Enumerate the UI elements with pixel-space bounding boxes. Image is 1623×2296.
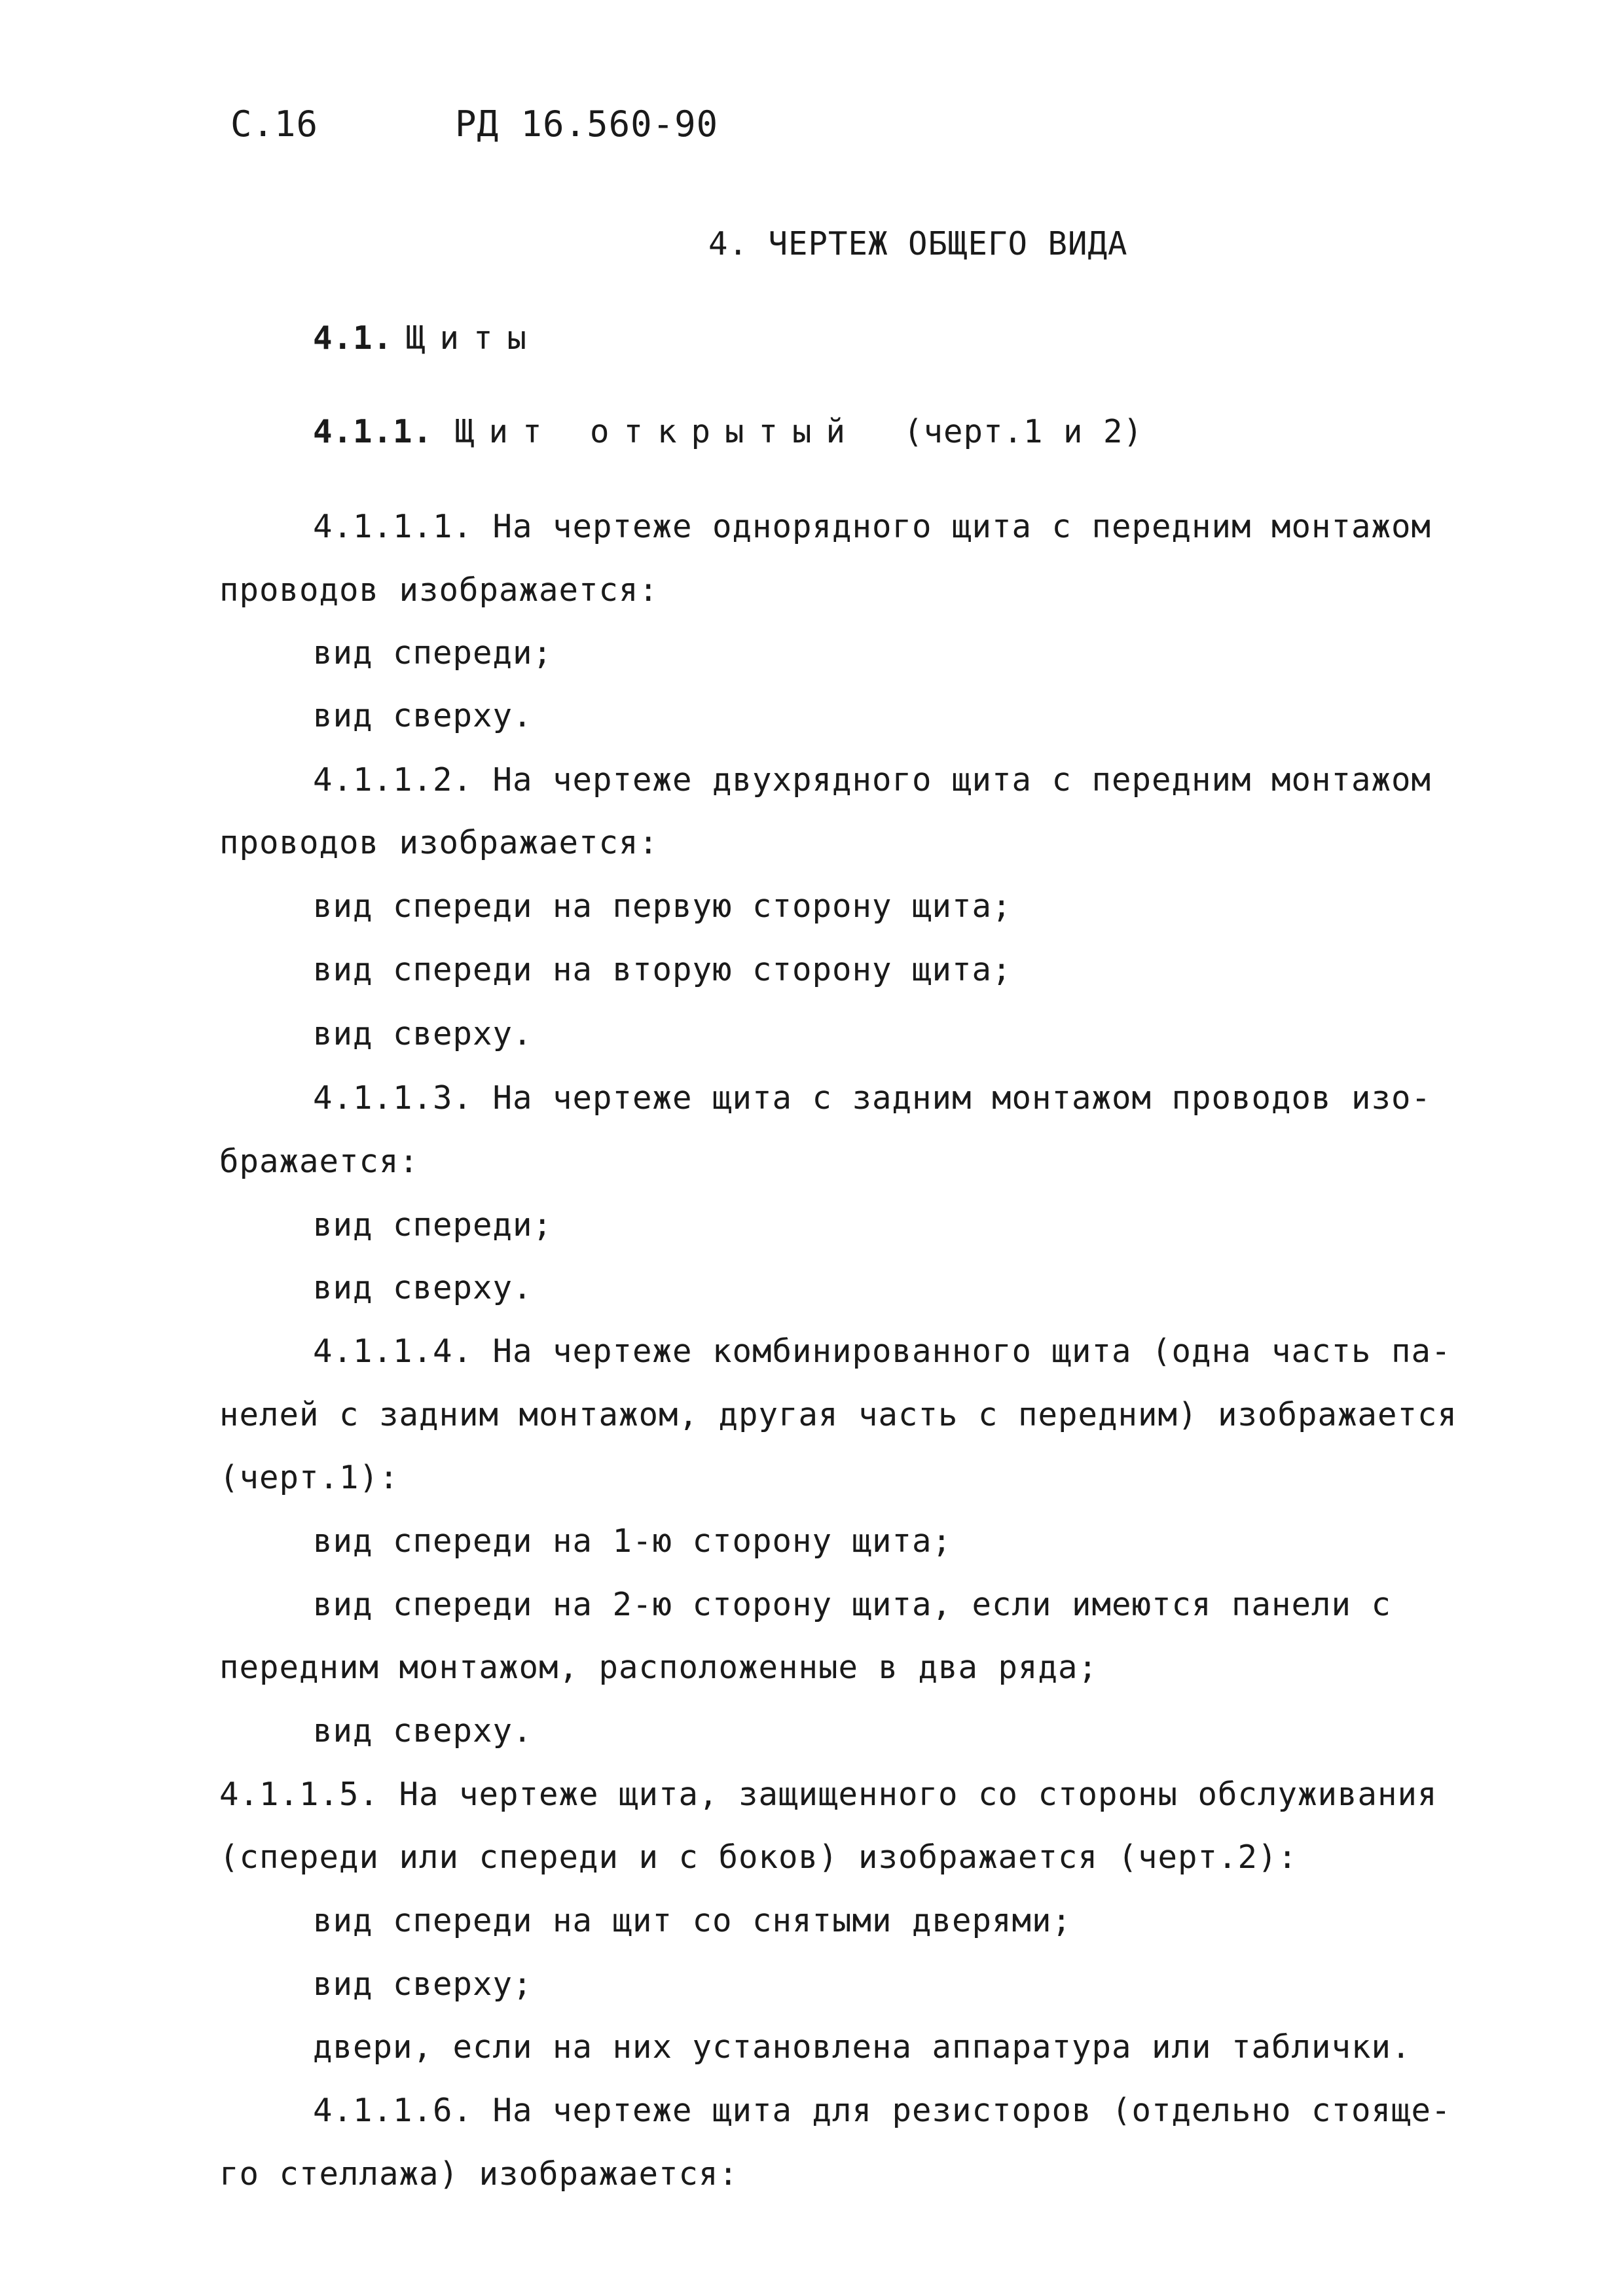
body-line: вид спереди на щит со снятыми дверями; xyxy=(313,1902,1072,1939)
body-line: (черт.1): xyxy=(219,1459,399,1496)
body-line: вид спереди на вторую сторону щита; xyxy=(313,951,1012,988)
section-title: 4. ЧЕРТЕЖ ОБЩЕГО ВИДА xyxy=(708,225,1128,262)
body-line: вид сверху; xyxy=(313,1965,533,2003)
body-line: вид спереди на 2-ю сторону щита, если имеются панели с xyxy=(313,1586,1392,1623)
body-line: (спереди или спереди и с боков) изображается (черт.2): xyxy=(219,1839,1298,1876)
body-line: бражается: xyxy=(219,1143,420,1180)
body-line: 4.1.1.4. На чертеже комбинированного щита (одна часть па- xyxy=(313,1333,1451,1370)
body-line: вид сверху. xyxy=(313,697,533,734)
body-line: 4.1.1.1. На чертеже однорядного щита с передним монтажом xyxy=(313,508,1432,545)
document-code: РД 16.560-90 xyxy=(455,103,719,145)
subsection-title: Щиты xyxy=(406,319,541,357)
subsubsection-number: 4.1.1. xyxy=(313,413,433,450)
body-line: передним монтажом, расположенные в два ряда; xyxy=(219,1649,1099,1686)
body-line: 4.1.1.5. На чертеже щита, защищенного со стороны обслуживания xyxy=(219,1776,1438,1813)
body-line: вид сверху. xyxy=(313,1269,533,1306)
body-line: проводов изображается: xyxy=(219,824,659,861)
body-line: 4.1.1.3. На чертеже щита с задним монтажом проводов изо- xyxy=(313,1079,1432,1117)
subsubsection-title: Щит открытый xyxy=(455,413,860,450)
body-line: го стеллажа) изображается: xyxy=(219,2155,739,2193)
body-line: 4.1.1.2. На чертеже двухрядного щита с передним монтажом xyxy=(313,761,1432,798)
subsubsection-ref: (черт.1 и 2) xyxy=(903,413,1144,450)
body-line: вид сверху. xyxy=(313,1712,533,1749)
subsection-number: 4.1. xyxy=(313,319,393,357)
body-line: двери, если на них установлена аппаратура или таблички. xyxy=(313,2028,1412,2066)
body-line: нелей с задним монтажом, другая часть с передним) изображается xyxy=(219,1396,1458,1433)
body-line: вид спереди на 1-ю сторону щита; xyxy=(313,1522,953,1560)
body-line: вид спереди на первую сторону щита; xyxy=(313,888,1012,925)
page-number: С.16 xyxy=(230,103,319,145)
body-line: проводов изображается: xyxy=(219,571,659,609)
body-line: вид сверху. xyxy=(313,1015,533,1052)
body-line: вид спереди; xyxy=(313,634,553,672)
body-line: 4.1.1.6. На чертеже щита для резисторов (отдельно стояще- xyxy=(313,2092,1451,2129)
body-line: вид спереди; xyxy=(313,1206,553,1244)
